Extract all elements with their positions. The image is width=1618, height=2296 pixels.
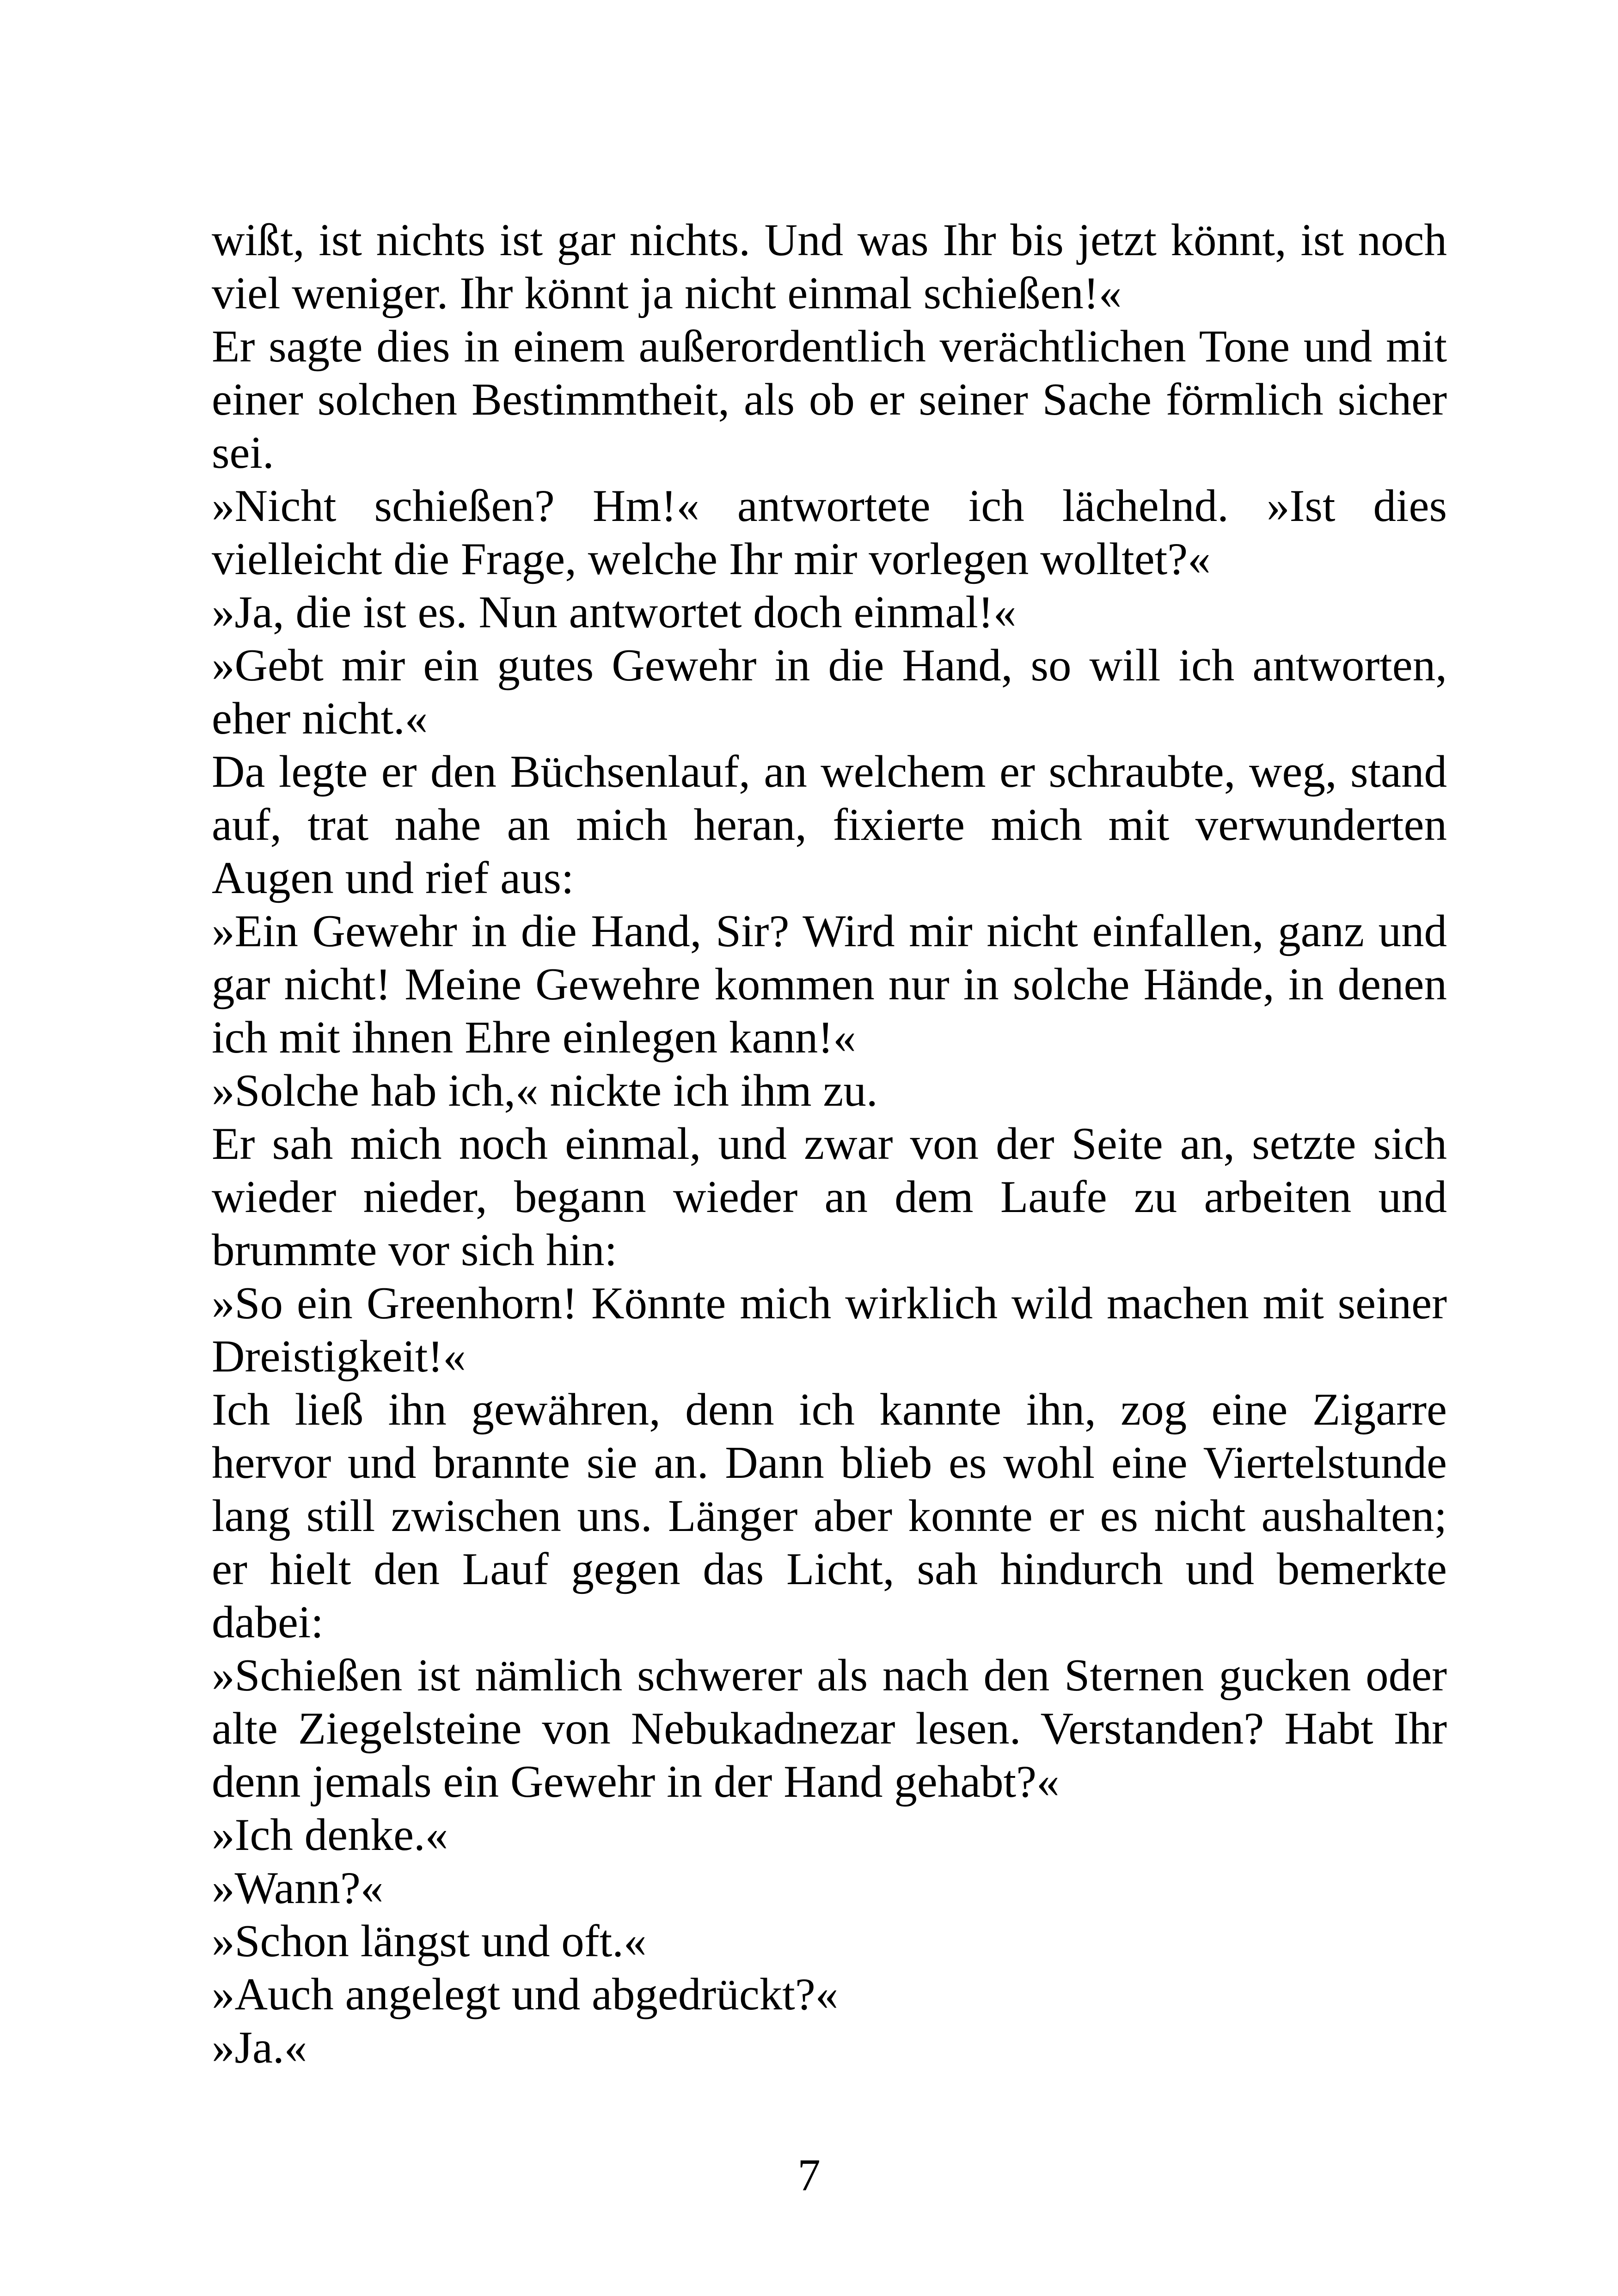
text-line: wißt, ist nichts ist gar nichts. Und was Ihr bis jetzt könnt, ist noch: [212, 215, 1447, 265]
text-line: »Ja, die ist es. Nun antwortet doch einmal!«: [212, 587, 1017, 637]
text-line: viel weniger. Ihr könnt ja nicht einmal schießen!«: [212, 268, 1122, 318]
text-line: »Wann?«: [212, 1863, 384, 1913]
text-line: »Schießen ist nämlich schwerer als nach den Sternen gucken oder: [212, 1650, 1447, 1701]
text-line: Dreistigkeit!«: [212, 1331, 466, 1382]
text-line: »Nicht schießen? Hm!« antwortete ich lächelnd. »Ist dies: [212, 481, 1447, 531]
text-line: hervor und brannte sie an. Dann blieb es wohl eine Viertelstunde: [212, 1438, 1447, 1488]
text-line: Ich ließ ihn gewähren, denn ich kannte ihn, zog eine Zigarre: [212, 1384, 1447, 1435]
text-line: sei.: [212, 428, 274, 478]
text-line: Augen und rief aus:: [212, 853, 574, 903]
text-line: »Gebt mir ein gutes Gewehr in die Hand, so will ich antworten,: [212, 640, 1447, 691]
text-line: wieder nieder, begann wieder an dem Laufe zu arbeiten und: [212, 1172, 1447, 1222]
text-line: »Solche hab ich,« nickte ich ihm zu.: [212, 1065, 878, 1116]
text-line: lang still zwischen uns. Länger aber konnte er es nicht aushalten;: [212, 1491, 1447, 1541]
text-line: gar nicht! Meine Gewehre kommen nur in solche Hände, in denen: [212, 959, 1447, 1010]
text-line: »Ich denke.«: [212, 1810, 448, 1860]
text-line: Da legte er den Büchsenlauf, an welchem er schraubte, weg, stand: [212, 747, 1447, 797]
text-line: »Ja.«: [212, 2022, 307, 2073]
text-line: Er sagte dies in einem außerordentlich verächtlichen Tone und mit: [212, 321, 1447, 372]
text-line: »So ein Greenhorn! Könnte mich wirklich wild machen mit seiner: [212, 1278, 1447, 1329]
text-line: »Ein Gewehr in die Hand, Sir? Wird mir nicht einfallen, ganz und: [212, 906, 1447, 956]
page-number: 7: [797, 2150, 821, 2200]
text-line: auf, trat nahe an mich heran, fixierte mich mit verwunderten: [212, 800, 1447, 850]
text-line: alte Ziegelsteine von Nebukadnezar lesen. Verstanden? Habt Ihr: [212, 1703, 1447, 1754]
text-line: eher nicht.«: [212, 693, 428, 744]
text-line: einer solchen Bestimmtheit, als ob er seiner Sache förmlich sicher: [212, 374, 1447, 425]
text-line: dabei:: [212, 1597, 324, 1647]
text-line: »Auch angelegt und abgedrückt?«: [212, 1969, 839, 2020]
text-line: er hielt den Lauf gegen das Licht, sah hindurch und bemerkte: [212, 1544, 1447, 1594]
text-line: Er sah mich noch einmal, und zwar von der Seite an, setzte sich: [212, 1119, 1447, 1169]
text-line: brummte vor sich hin:: [212, 1225, 618, 1275]
text-line: denn jemals ein Gewehr in der Hand gehabt?«: [212, 1757, 1060, 1807]
body-text: [212, 214, 1447, 2074]
text-line: ich mit ihnen Ehre einlegen kann!«: [212, 1012, 856, 1063]
text-line: »Schon längst und oft.«: [212, 1916, 647, 1966]
text-line: vielleicht die Frage, welche Ihr mir vorlegen wolltet?«: [212, 534, 1211, 584]
